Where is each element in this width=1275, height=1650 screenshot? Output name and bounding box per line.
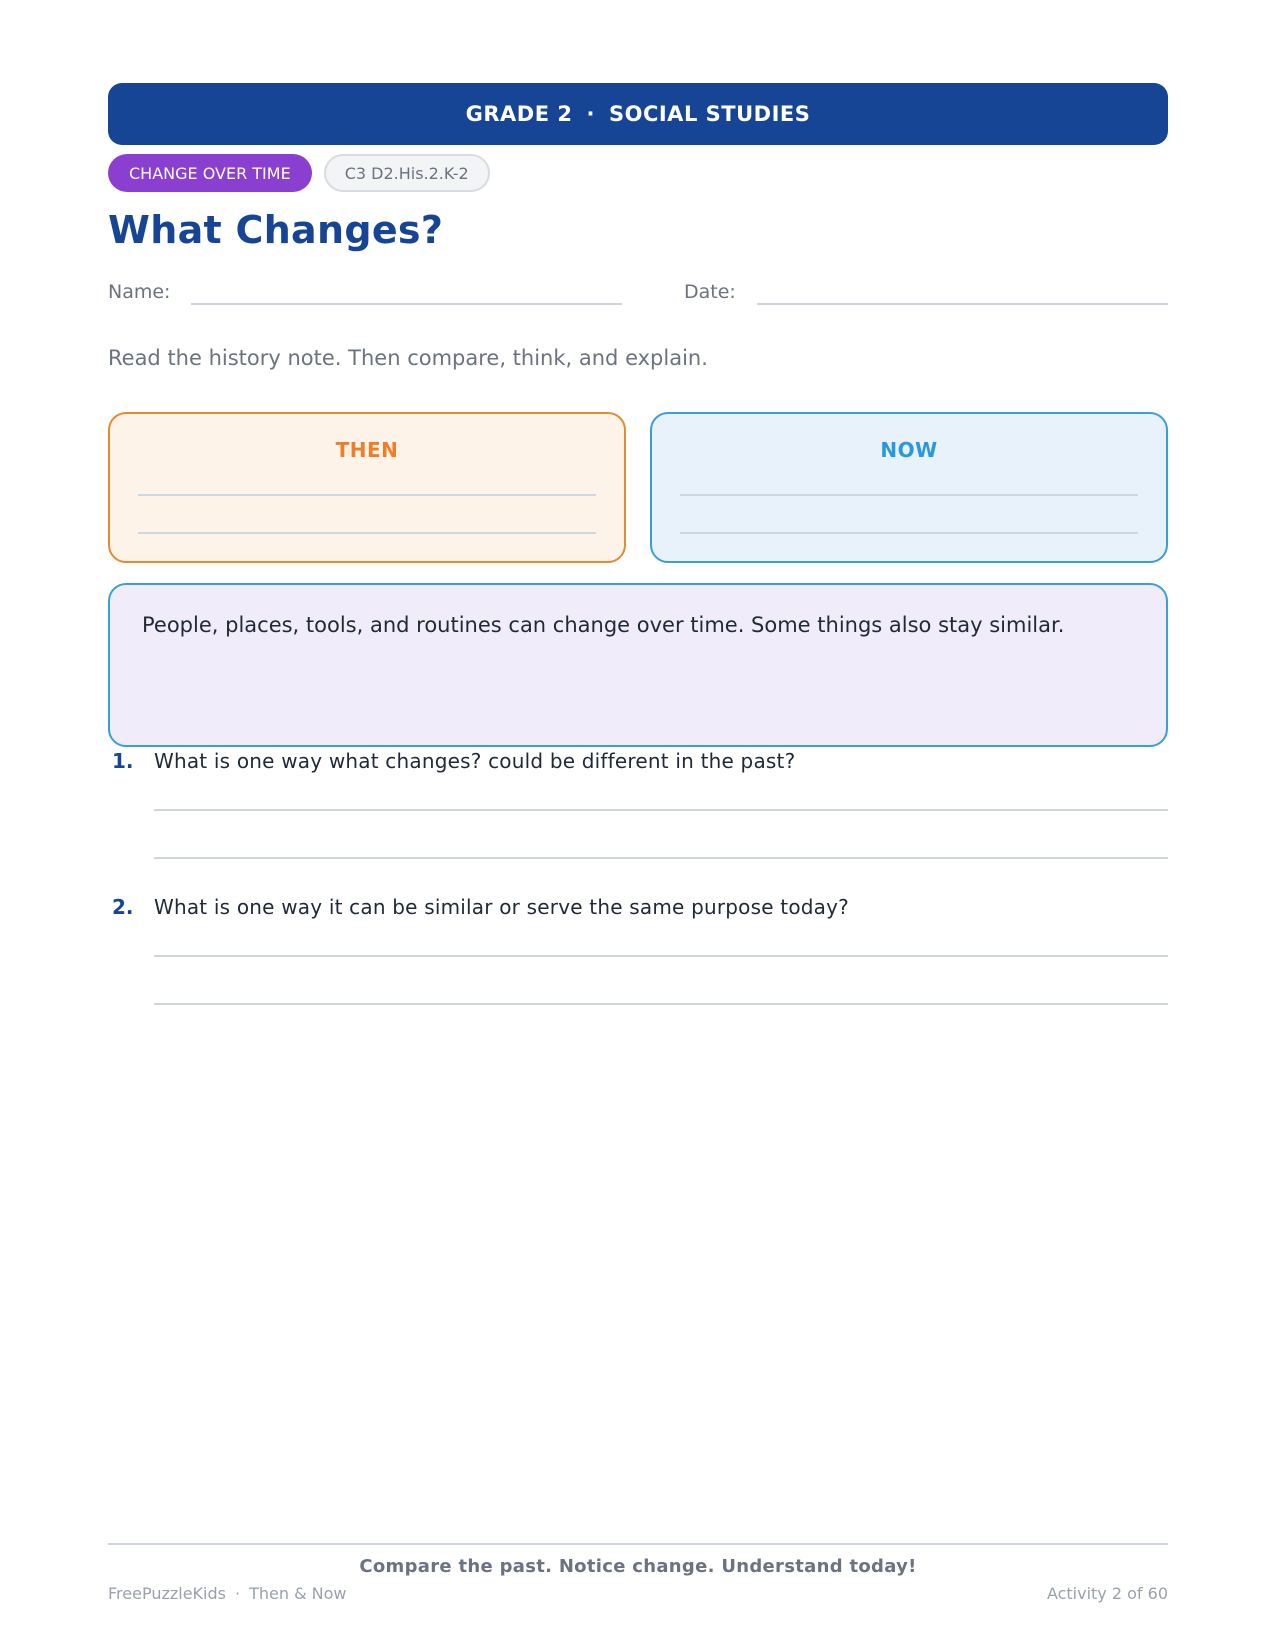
page-title: What Changes? bbox=[108, 208, 444, 252]
question-text: What is one way it can be similar or serve the same purpose today? bbox=[154, 895, 849, 919]
now-card-title: NOW bbox=[880, 438, 938, 462]
grade-label: GRADE 2 bbox=[465, 102, 573, 126]
answer-line[interactable] bbox=[154, 955, 1168, 957]
header-banner bbox=[108, 83, 1168, 145]
history-note-text: People, places, tools, and routines can change over time. Some things also stay similar. bbox=[142, 613, 1065, 637]
name-label: Name: bbox=[108, 281, 171, 303]
subject-label: SOCIAL STUDIES bbox=[608, 102, 811, 126]
then-card-title: THEN bbox=[335, 438, 399, 462]
instructions-text: Read the history note. Then compare, think, and explain. bbox=[108, 346, 708, 370]
answer-line[interactable] bbox=[154, 809, 1168, 811]
footer-credits bbox=[108, 1584, 346, 1603]
date-field[interactable] bbox=[757, 303, 1168, 305]
question-number: 1. bbox=[112, 749, 134, 773]
standard-badge: C3 D2.His.2.K-2 bbox=[324, 154, 490, 192]
question-text: What is one way what changes? could be different in the past? bbox=[154, 749, 796, 773]
footer-tagline: Compare the past. Notice change. Understand today! bbox=[359, 1556, 917, 1577]
footer-page-info: Activity 2 of 60 bbox=[1046, 1584, 1168, 1603]
question-number: 2. bbox=[112, 895, 134, 919]
answer-line[interactable] bbox=[154, 1003, 1168, 1005]
then-writing-line[interactable] bbox=[138, 532, 596, 534]
date-label: Date: bbox=[684, 281, 736, 303]
footer-separator: · bbox=[234, 1584, 241, 1603]
then-writing-line[interactable] bbox=[138, 494, 596, 496]
topic-badge: CHANGE OVER TIME bbox=[108, 154, 312, 192]
footer-brand: FreePuzzleKids bbox=[108, 1584, 226, 1603]
name-field[interactable] bbox=[191, 303, 622, 305]
then-card bbox=[108, 412, 626, 563]
history-note-box bbox=[108, 583, 1168, 747]
now-writing-line[interactable] bbox=[680, 532, 1138, 534]
footer-series: Then & Now bbox=[249, 1584, 347, 1603]
badge-row bbox=[108, 154, 490, 192]
answer-line[interactable] bbox=[154, 857, 1168, 859]
now-card bbox=[650, 412, 1168, 563]
footer-divider bbox=[108, 1543, 1168, 1545]
header-separator: · bbox=[586, 102, 595, 126]
now-writing-line[interactable] bbox=[680, 494, 1138, 496]
